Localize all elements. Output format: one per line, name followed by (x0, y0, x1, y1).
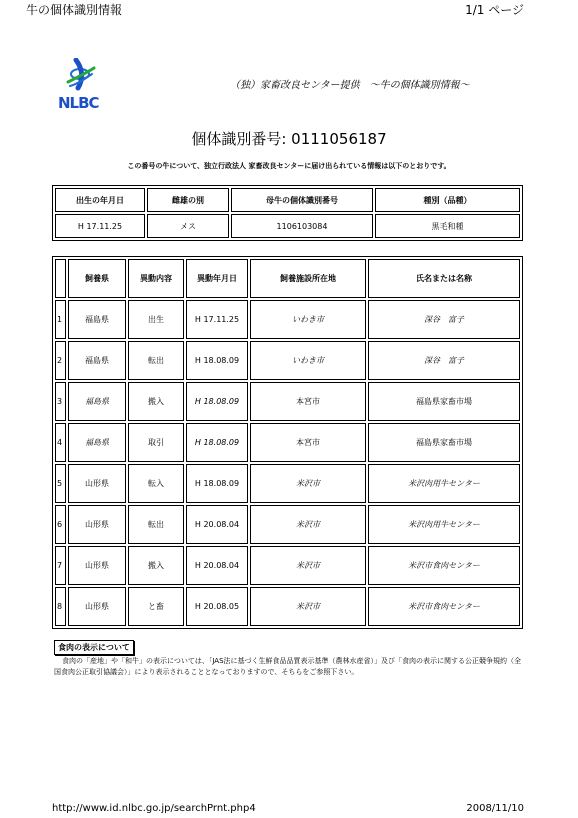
owner-cell: 米沢肉用牛センター (368, 505, 520, 544)
row-number: 1 (55, 300, 66, 339)
table-row (55, 300, 520, 339)
owner-cell: 福島県家畜市場 (368, 382, 520, 421)
table-row (55, 505, 520, 544)
date-cell: H 18.08.09 (186, 464, 248, 503)
page-title: 個体識別番号: 0111056187 (191, 130, 387, 148)
event-cell: 搬入 (128, 546, 184, 585)
header-breed: 種別（品種） (375, 188, 520, 212)
header-owner-name: 氏名または名称 (368, 259, 520, 298)
header-event: 異動内容 (128, 259, 184, 298)
date-cell: H 17.11.25 (186, 300, 248, 339)
event-cell: 取引 (128, 423, 184, 462)
table-row (55, 341, 520, 380)
prefecture-cell: 福島県 (68, 300, 126, 339)
event-cell: 搬入 (128, 382, 184, 421)
prefecture-cell: 山形県 (68, 464, 126, 503)
owner-cell: 福島県家畜市場 (368, 423, 520, 462)
location-cell: 米沢市 (250, 587, 366, 626)
location-cell: いわき市 (250, 300, 366, 339)
date-cell: H 18.08.09 (186, 341, 248, 380)
print-footer-date: 2008/11/10 (466, 803, 524, 814)
value-mother-id: 1106103084 (231, 214, 373, 238)
table-row (55, 464, 520, 503)
header-event-date: 異動年月日 (186, 259, 248, 298)
row-number: 2 (55, 341, 66, 380)
owner-cell: 深谷 富子 (368, 300, 520, 339)
intro-text: この番号の牛について、独立行政法人 家畜改良センターに届け出られている情報は以下のとおりです。 (127, 162, 451, 170)
header-no (55, 259, 66, 298)
location-cell: 本宮市 (250, 423, 366, 462)
movement-history-table (52, 256, 523, 629)
row-number: 8 (55, 587, 66, 626)
row-number: 6 (55, 505, 66, 544)
table-row (55, 546, 520, 585)
prefecture-cell: 山形県 (68, 546, 126, 585)
print-footer-url: http://www.id.nlbc.go.jp/searchPrnt.php4 (52, 803, 256, 814)
location-cell: いわき市 (250, 341, 366, 380)
print-header-title: 牛の個体識別情報 (26, 3, 123, 17)
value-breed: 黒毛和種 (375, 214, 520, 238)
table-row (55, 423, 520, 462)
table-row (55, 587, 520, 626)
row-number: 7 (55, 546, 66, 585)
location-cell: 本宮市 (250, 382, 366, 421)
header-mother-id: 母牛の個体識別番号 (231, 188, 373, 212)
owner-cell: 米沢市食肉センター (368, 587, 520, 626)
prefecture-cell: 福島県 (68, 423, 126, 462)
location-cell: 米沢市 (250, 464, 366, 503)
prefecture-cell: 福島県 (68, 382, 126, 421)
location-cell: 米沢市 (250, 546, 366, 585)
nlbc-logo (58, 58, 102, 114)
date-cell: H 20.08.04 (186, 505, 248, 544)
event-cell: 転出 (128, 341, 184, 380)
header-birth-date: 出生の年月日 (55, 188, 145, 212)
cattle-info-table (52, 185, 523, 241)
header-prefecture: 飼養県 (68, 259, 126, 298)
prefecture-cell: 福島県 (68, 341, 126, 380)
event-cell: と畜 (128, 587, 184, 626)
owner-cell: 深谷 富子 (368, 341, 520, 380)
date-cell: H 18.08.09 (186, 423, 248, 462)
header-facility-location: 飼養施設所在地 (250, 259, 366, 298)
event-cell: 転入 (128, 464, 184, 503)
owner-cell: 米沢肉用牛センター (368, 464, 520, 503)
org-line: （独）家畜改良センター提供 ～牛の個体識別情報～ (230, 80, 470, 91)
notice-heading: 食肉の表示について (54, 640, 134, 655)
owner-cell: 米沢市食肉センター (368, 546, 520, 585)
row-number: 3 (55, 382, 66, 421)
event-cell: 転出 (128, 505, 184, 544)
location-cell: 米沢市 (250, 505, 366, 544)
header-sex: 雌雄の別 (147, 188, 229, 212)
prefecture-cell: 山形県 (68, 505, 126, 544)
table-row (55, 382, 520, 421)
row-number: 5 (55, 464, 66, 503)
date-cell: H 18.08.09 (186, 382, 248, 421)
value-birth-date: H 17.11.25 (55, 214, 145, 238)
value-sex: メス (147, 214, 229, 238)
notice-body: 食肉の「産地」や「和牛」の表示については、「JAS法に基づく生鮮食品品質表示基準（農林水産省）」及び「食肉の表示に関する公正競争規約（全国食肉公正取引協議会）」により表示されることとなっておりますので、そちらをご参照下さい。 (54, 657, 522, 676)
row-number: 4 (55, 423, 66, 462)
prefecture-cell: 山形県 (68, 587, 126, 626)
date-cell: H 20.08.05 (186, 587, 248, 626)
nlbc-logo-text: NLBC (58, 94, 99, 112)
print-page-count: 1/1 ページ (465, 3, 524, 17)
event-cell: 出生 (128, 300, 184, 339)
date-cell: H 20.08.04 (186, 546, 248, 585)
